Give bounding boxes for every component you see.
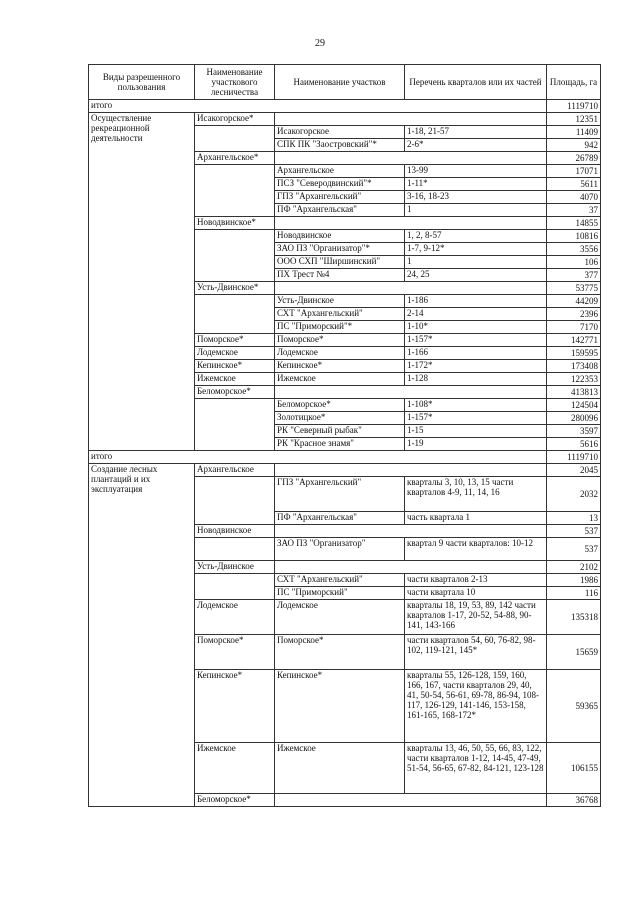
quarters-cell: квартал 9 части кварталов: 10-12 [405, 538, 547, 561]
quarters-cell: 1-157* [405, 334, 547, 347]
area-cell: 4070 [547, 191, 601, 204]
header-area: Площадь, га [547, 65, 601, 100]
area-cell: 15659 [547, 635, 601, 670]
site-cell: Кепинское* [275, 670, 405, 743]
quarters-cell: 24, 25 [405, 269, 547, 282]
site-cell: ПСЗ "Северодвинский"* [275, 178, 405, 191]
header-site: Наименование участков [275, 65, 405, 100]
area-cell: 26789 [547, 152, 601, 165]
site-cell: Усть-Двинское [275, 295, 405, 308]
site-cell: Новодвинское [275, 230, 405, 243]
site-cell: Лодемское [275, 347, 405, 360]
area-cell: 116 [547, 587, 601, 600]
area-cell: 135318 [547, 600, 601, 635]
allowed-use-table [88, 64, 601, 807]
area-cell: 12351 [547, 113, 601, 126]
area-cell: 3556 [547, 243, 601, 256]
district-cell: Новодвинское [195, 525, 275, 538]
site-cell: Лодемское [275, 600, 405, 635]
district-cell: Лодемское [195, 600, 275, 635]
quarters-cell: 1-15 [405, 425, 547, 438]
area-cell: 2045 [547, 464, 601, 477]
site-cell: СПК ПК "Заостровский"* [275, 139, 405, 152]
site-cell: РК "Красное знамя" [275, 438, 405, 451]
area-cell: 10816 [547, 230, 601, 243]
quarters-cell: 1-18, 21-57 [405, 126, 547, 139]
area-cell: 537 [547, 525, 601, 538]
area-cell: 11409 [547, 126, 601, 139]
site-cell: Золотицкое* [275, 412, 405, 425]
quarters-cell: 1 [405, 256, 547, 269]
site-cell: ООО СХП "Ширшинский" [275, 256, 405, 269]
area-cell: 1986 [547, 574, 601, 587]
use-type-cell: Осуществление рекреационной деятельности [89, 113, 195, 451]
quarters-cell: 13-99 [405, 165, 547, 178]
area-cell: 14855 [547, 217, 601, 230]
area-cell: 5616 [547, 438, 601, 451]
use-type-cell: Создание лесных плантаций и их эксплуатация [89, 464, 195, 807]
quarters-cell: 1-172* [405, 360, 547, 373]
header-quarters: Перечень кварталов или их частей [405, 65, 547, 100]
site-cell: ПС "Приморский" [275, 587, 405, 600]
site-cell: Поморское* [275, 334, 405, 347]
header-district: Наименование участкового лесничества [195, 65, 275, 100]
quarters-cell: кварталы 13, 46, 50, 55, 66, 83, 122, части кварталов 1-12, 14-45, 47-49, 51-54, 56-65, 67-82, 84-121, 123-128 [405, 743, 547, 794]
quarters-cell: 1-157* [405, 412, 547, 425]
site-cell: ГПЗ "Архангельский" [275, 477, 405, 512]
site-cell: Кепинское* [275, 360, 405, 373]
total-area: 1119710 [547, 100, 601, 113]
total-area: 1119710 [547, 451, 601, 464]
area-cell: 44209 [547, 295, 601, 308]
area-cell: 13 [547, 512, 601, 525]
district-cell: Усть-Двинское [195, 561, 275, 574]
quarters-cell: 2-6* [405, 139, 547, 152]
quarters-cell: кварталы 3, 10, 13, 15 части кварталов 4-9, 11, 14, 16 [405, 477, 547, 512]
area-cell: 3597 [547, 425, 601, 438]
quarters-cell: 1 [405, 204, 547, 217]
area-cell: 36768 [547, 794, 601, 807]
quarters-cell: части квартала 10 [405, 587, 547, 600]
quarters-cell: 1-108* [405, 399, 547, 412]
quarters-cell: 1-7, 9-12* [405, 243, 547, 256]
site-cell: Ижемское [275, 373, 405, 386]
district-cell: Лодемское [195, 347, 275, 360]
district-cell: Архангельское [195, 464, 275, 477]
quarters-cell: 2-14 [405, 308, 547, 321]
quarters-cell: 1, 2, 8-57 [405, 230, 547, 243]
area-cell: 124504 [547, 399, 601, 412]
district-cell: Новодвинское* [195, 217, 275, 230]
area-cell: 377 [547, 269, 601, 282]
site-cell: Ижемское [275, 743, 405, 794]
page-number: 29 [315, 38, 325, 49]
area-cell: 942 [547, 139, 601, 152]
area-cell: 413813 [547, 386, 601, 399]
district-cell: Усть-Двинское* [195, 282, 275, 295]
district-cell: Ижемское [195, 743, 275, 794]
quarters-cell: 1-10* [405, 321, 547, 334]
quarters-cell: 3-16, 18-23 [405, 191, 547, 204]
site-cell: Беломорское* [275, 399, 405, 412]
total-row [89, 451, 601, 464]
area-cell: 173408 [547, 360, 601, 373]
site-cell: Поморское* [275, 635, 405, 670]
district-cell: Ижемское [195, 373, 275, 386]
area-cell: 537 [547, 538, 601, 561]
area-cell: 106155 [547, 743, 601, 794]
site-cell: Архангельское [275, 165, 405, 178]
site-cell: ПФ "Архангельская" [275, 204, 405, 217]
area-cell: 159595 [547, 347, 601, 360]
quarters-cell: части кварталов 2-13 [405, 574, 547, 587]
quarters-cell: 1-166 [405, 347, 547, 360]
district-cell: Архангельское* [195, 152, 275, 165]
district-cell: Поморское* [195, 334, 275, 347]
total-row [89, 100, 601, 113]
header-use-type: Виды разрешенного пользования [89, 65, 195, 100]
area-cell: 37 [547, 204, 601, 217]
site-cell: ЗАО ПЗ "Организатор"* [275, 243, 405, 256]
area-cell: 2032 [547, 477, 601, 512]
district-cell: Беломорское* [195, 386, 275, 399]
quarters-cell: кварталы 55, 126-128, 159, 160, 166, 167, части кварталов 29, 40, 41, 50-54, 56-61, 69-78, 86-94, 108-117, 126-129, 141-146, 153-158, 161-165, 168-172* [405, 670, 547, 743]
district-cell: Исакогорское* [195, 113, 275, 126]
site-cell: ГПЗ "Архангельский" [275, 191, 405, 204]
site-cell: ПХ Трест №4 [275, 269, 405, 282]
area-cell: 53775 [547, 282, 601, 295]
quarters-cell: 1-186 [405, 295, 547, 308]
quarters-cell: 1-128 [405, 373, 547, 386]
site-cell: ЗАО ПЗ "Организатор" [275, 538, 405, 561]
site-cell: ПС "Приморский"* [275, 321, 405, 334]
district-cell: Поморское* [195, 635, 275, 670]
quarters-cell: часть квартала 1 [405, 512, 547, 525]
site-cell: ПФ "Архангельская" [275, 512, 405, 525]
quarters-cell: части кварталов 54, 60, 76-82, 98-102, 119-121, 145* [405, 635, 547, 670]
quarters-cell: 1-11* [405, 178, 547, 191]
area-cell: 5611 [547, 178, 601, 191]
area-cell: 280096 [547, 412, 601, 425]
table-header [89, 65, 601, 100]
table-row [89, 113, 601, 126]
area-cell: 2102 [547, 561, 601, 574]
quarters-cell: 1-19 [405, 438, 547, 451]
area-cell: 7170 [547, 321, 601, 334]
quarters-cell: кварталы 18, 19, 53, 89, 142 части кварталов 1-17, 20-52, 54-88, 90-141, 143-166 [405, 600, 547, 635]
site-cell: СХТ "Архангельский" [275, 574, 405, 587]
area-cell: 17071 [547, 165, 601, 178]
district-cell: Кепинское* [195, 670, 275, 743]
area-cell: 122353 [547, 373, 601, 386]
area-cell: 106 [547, 256, 601, 269]
area-cell: 2396 [547, 308, 601, 321]
table-row [89, 464, 601, 477]
site-cell: Исакогорское [275, 126, 405, 139]
total-label: итого [89, 100, 547, 113]
total-label: итого [89, 451, 547, 464]
area-cell: 142771 [547, 334, 601, 347]
district-cell: Беломорское* [195, 794, 275, 807]
site-cell: РК "Северный рыбак" [275, 425, 405, 438]
site-cell: СХТ "Архангельский" [275, 308, 405, 321]
district-cell: Кепинское* [195, 360, 275, 373]
area-cell: 59365 [547, 670, 601, 743]
